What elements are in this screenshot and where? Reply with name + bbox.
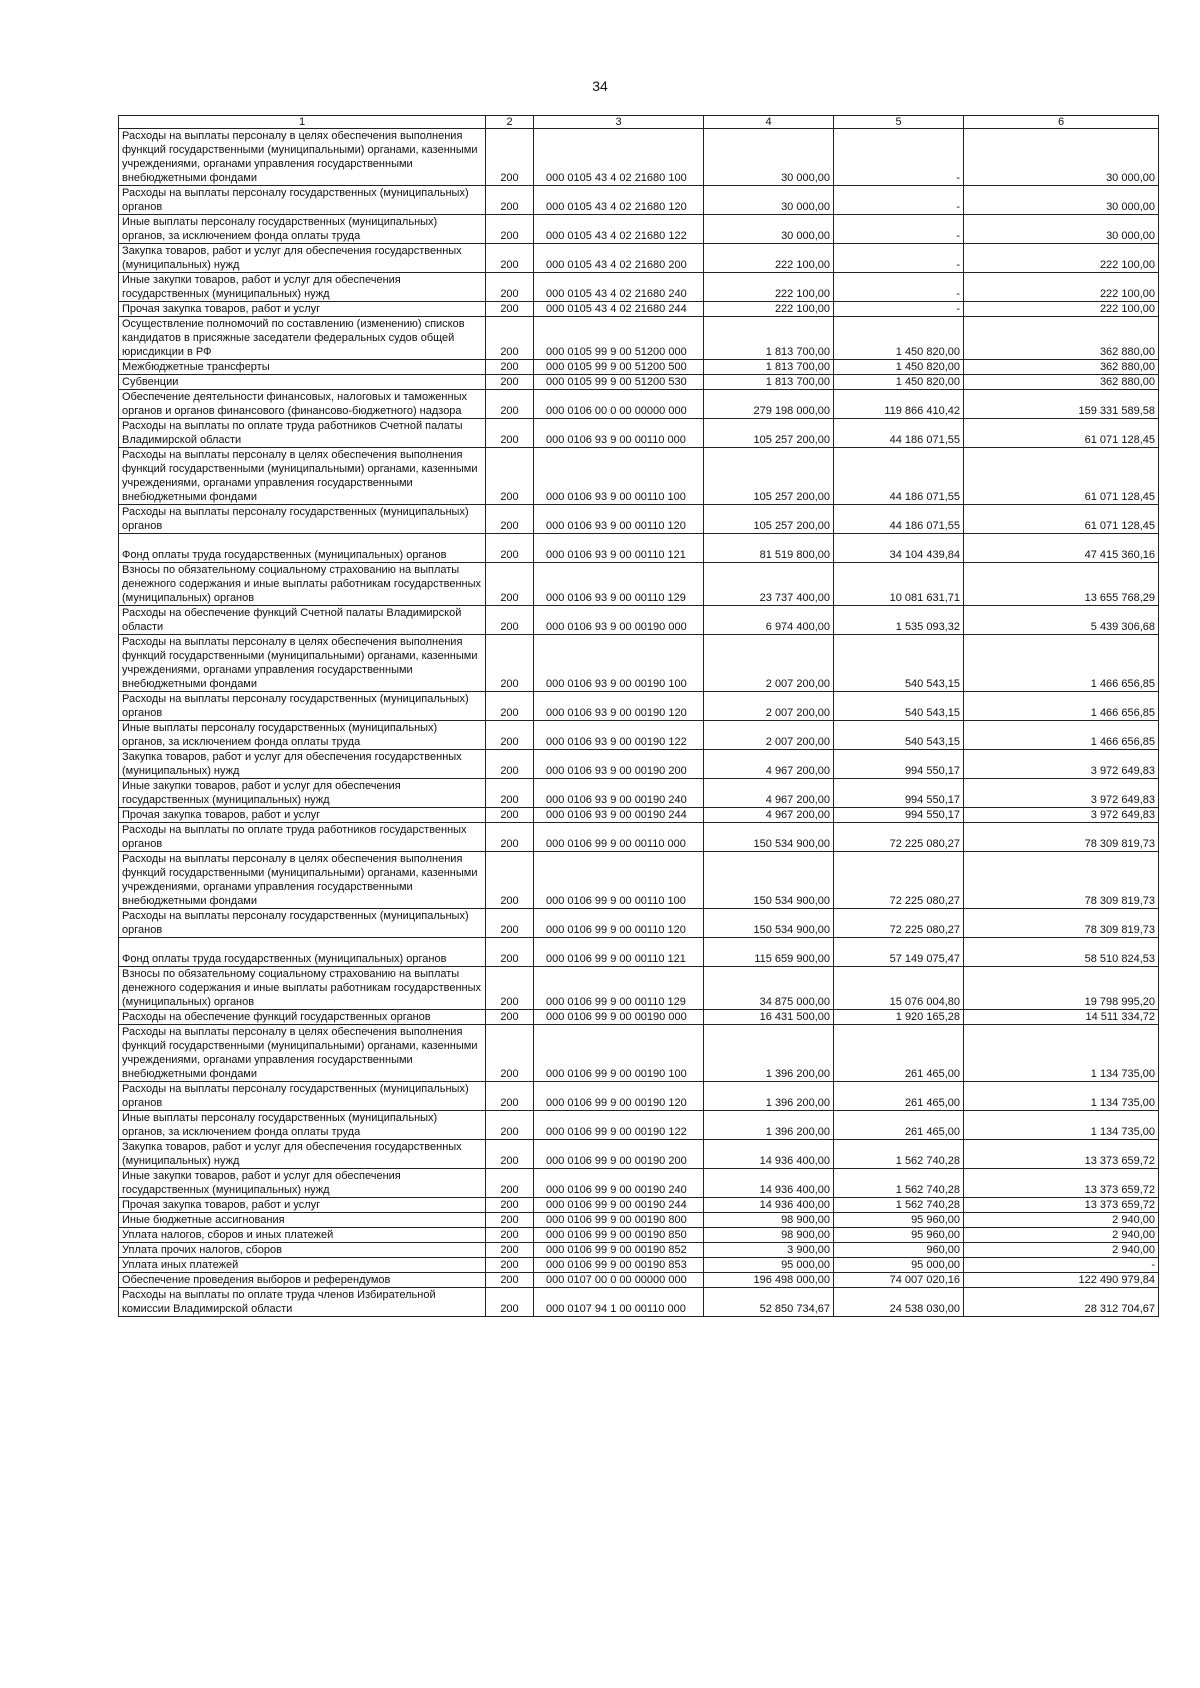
header-col-2: 2 (486, 116, 534, 129)
row-line-code-cell: 200 (486, 750, 534, 779)
row-name-cell: Обеспечение проведения выборов и референдумов (119, 1273, 486, 1288)
row-executed-cell: 1 562 740,28 (834, 1140, 964, 1169)
row-approved-cell: 16 431 500,00 (704, 1010, 834, 1025)
row-line-code-cell: 200 (486, 505, 534, 534)
row-unexecuted-cell: 13 373 659,72 (964, 1169, 1159, 1198)
row-unexecuted-cell: 362 880,00 (964, 360, 1159, 375)
table-row (119, 606, 1159, 635)
row-name-cell: Закупка товаров, работ и услуг для обеспечения государственных (муниципальных) нужд (119, 244, 486, 273)
row-budget-code-cell: 000 0106 99 9 00 00110 000 (534, 823, 704, 852)
row-budget-code-cell: 000 0106 93 9 00 00190 120 (534, 692, 704, 721)
table-row (119, 823, 1159, 852)
row-approved-cell: 98 900,00 (704, 1213, 834, 1228)
row-budget-code-cell: 000 0105 99 9 00 51200 530 (534, 375, 704, 390)
row-name-cell: Уплата иных платежей (119, 1258, 486, 1273)
row-budget-code-cell: 000 0107 94 1 00 00110 000 (534, 1288, 704, 1317)
row-executed-cell: 44 186 071,55 (834, 505, 964, 534)
row-line-code-cell: 200 (486, 938, 534, 967)
table-row (119, 938, 1159, 967)
row-name-cell: Расходы на выплаты персоналу в целях обеспечения выполнения функций государственными (муниципальными) органами, казенными учреждениями, органами управления государственными внебюджетными фондами (119, 635, 486, 692)
table-row (119, 967, 1159, 1010)
row-executed-cell: 1 450 820,00 (834, 375, 964, 390)
page-number: 34 (592, 78, 608, 94)
row-approved-cell: 222 100,00 (704, 302, 834, 317)
row-budget-code-cell: 000 0106 93 9 00 00110 121 (534, 534, 704, 563)
row-budget-code-cell: 000 0106 93 9 00 00190 122 (534, 721, 704, 750)
row-executed-cell: - (834, 215, 964, 244)
row-budget-code-cell: 000 0106 99 9 00 00110 129 (534, 967, 704, 1010)
row-unexecuted-cell: 30 000,00 (964, 186, 1159, 215)
row-name-cell: Расходы на выплаты персоналу в целях обеспечения выполнения функций государственными (муниципальными) органами, казенными учреждениями, органами управления государственными внебюджетными фондами (119, 852, 486, 909)
row-name-cell: Расходы на выплаты персоналу государственных (муниципальных) органов (119, 186, 486, 215)
row-executed-cell: - (834, 186, 964, 215)
table-row (119, 390, 1159, 419)
row-approved-cell: 30 000,00 (704, 129, 834, 186)
row-unexecuted-cell: 1 466 656,85 (964, 635, 1159, 692)
row-budget-code-cell: 000 0106 99 9 00 00190 200 (534, 1140, 704, 1169)
row-budget-code-cell: 000 0106 00 0 00 00000 000 (534, 390, 704, 419)
row-unexecuted-cell: 2 940,00 (964, 1228, 1159, 1243)
table-row (119, 1273, 1159, 1288)
row-line-code-cell: 200 (486, 215, 534, 244)
row-approved-cell: 2 007 200,00 (704, 721, 834, 750)
row-line-code-cell: 200 (486, 1082, 534, 1111)
table-row (119, 1111, 1159, 1140)
row-line-code-cell: 200 (486, 852, 534, 909)
table-row (119, 1169, 1159, 1198)
table-row (119, 419, 1159, 448)
row-unexecuted-cell: 19 798 995,20 (964, 967, 1159, 1010)
row-line-code-cell: 200 (486, 1140, 534, 1169)
row-name-cell: Обеспечение деятельности финансовых, налоговых и таможенных органов и органов финансового (финансово-бюджетного) надзора (119, 390, 486, 419)
row-line-code-cell: 200 (486, 448, 534, 505)
row-line-code-cell: 200 (486, 721, 534, 750)
table-header-row (119, 116, 1159, 129)
row-unexecuted-cell: 222 100,00 (964, 244, 1159, 273)
table-row (119, 779, 1159, 808)
table-row (119, 1198, 1159, 1213)
row-executed-cell: 994 550,17 (834, 779, 964, 808)
row-executed-cell: 95 960,00 (834, 1213, 964, 1228)
row-executed-cell: 34 104 439,84 (834, 534, 964, 563)
row-executed-cell: 261 465,00 (834, 1111, 964, 1140)
row-executed-cell: 72 225 080,27 (834, 909, 964, 938)
row-approved-cell: 95 000,00 (704, 1258, 834, 1273)
row-executed-cell: 1 562 740,28 (834, 1198, 964, 1213)
row-line-code-cell: 200 (486, 534, 534, 563)
row-unexecuted-cell: 1 134 735,00 (964, 1082, 1159, 1111)
row-budget-code-cell: 000 0106 99 9 00 00190 122 (534, 1111, 704, 1140)
row-name-cell: Прочая закупка товаров, работ и услуг (119, 302, 486, 317)
row-budget-code-cell: 000 0106 99 9 00 00190 800 (534, 1213, 704, 1228)
row-line-code-cell: 200 (486, 823, 534, 852)
row-name-cell: Расходы на выплаты персоналу государственных (муниципальных) органов (119, 505, 486, 534)
table-row (119, 721, 1159, 750)
row-approved-cell: 105 257 200,00 (704, 448, 834, 505)
row-executed-cell: 15 076 004,80 (834, 967, 964, 1010)
row-budget-code-cell: 000 0106 93 9 00 00110 100 (534, 448, 704, 505)
row-executed-cell: 540 543,15 (834, 635, 964, 692)
row-budget-code-cell: 000 0106 99 9 00 00190 000 (534, 1010, 704, 1025)
row-name-cell: Уплата налогов, сборов и иных платежей (119, 1228, 486, 1243)
row-unexecuted-cell: 58 510 824,53 (964, 938, 1159, 967)
row-unexecuted-cell: 47 415 360,16 (964, 534, 1159, 563)
table-row (119, 448, 1159, 505)
row-approved-cell: 30 000,00 (704, 186, 834, 215)
row-approved-cell: 3 900,00 (704, 1243, 834, 1258)
row-approved-cell: 2 007 200,00 (704, 692, 834, 721)
row-line-code-cell: 200 (486, 1228, 534, 1243)
row-name-cell: Иные выплаты персоналу государственных (муниципальных) органов, за исключением фонда оплаты труда (119, 721, 486, 750)
row-line-code-cell: 200 (486, 186, 534, 215)
table-row (119, 1140, 1159, 1169)
row-executed-cell: 261 465,00 (834, 1025, 964, 1082)
row-name-cell: Межбюджетные трансферты (119, 360, 486, 375)
table-row (119, 215, 1159, 244)
row-approved-cell: 1 396 200,00 (704, 1025, 834, 1082)
row-unexecuted-cell: 2 940,00 (964, 1243, 1159, 1258)
row-executed-cell: 10 081 631,71 (834, 563, 964, 606)
row-name-cell: Расходы на выплаты по оплате труда работников Счетной палаты Владимирской области (119, 419, 486, 448)
row-unexecuted-cell: 2 940,00 (964, 1213, 1159, 1228)
table-row (119, 273, 1159, 302)
row-executed-cell: - (834, 302, 964, 317)
row-unexecuted-cell: 1 466 656,85 (964, 721, 1159, 750)
row-unexecuted-cell: 222 100,00 (964, 302, 1159, 317)
row-executed-cell: 44 186 071,55 (834, 419, 964, 448)
header-col-3: 3 (534, 116, 704, 129)
table-row (119, 360, 1159, 375)
row-name-cell: Фонд оплаты труда государственных (муниципальных) органов (119, 938, 486, 967)
row-budget-code-cell: 000 0106 99 9 00 00190 100 (534, 1025, 704, 1082)
row-unexecuted-cell: 78 309 819,73 (964, 852, 1159, 909)
row-unexecuted-cell: 122 490 979,84 (964, 1273, 1159, 1288)
row-approved-cell: 1 813 700,00 (704, 375, 834, 390)
row-budget-code-cell: 000 0105 43 4 02 21680 120 (534, 186, 704, 215)
row-executed-cell: 95 960,00 (834, 1228, 964, 1243)
table-row (119, 1010, 1159, 1025)
row-executed-cell: - (834, 273, 964, 302)
row-budget-code-cell: 000 0106 99 9 00 00190 850 (534, 1228, 704, 1243)
row-executed-cell: 24 538 030,00 (834, 1288, 964, 1317)
row-unexecuted-cell: 3 972 649,83 (964, 779, 1159, 808)
row-line-code-cell: 200 (486, 302, 534, 317)
budget-execution-table (118, 115, 1159, 1317)
header-col-1: 1 (119, 116, 486, 129)
row-approved-cell: 115 659 900,00 (704, 938, 834, 967)
table-row (119, 808, 1159, 823)
row-name-cell: Расходы на выплаты по оплате труда членов Избирательной комиссии Владимирской области (119, 1288, 486, 1317)
row-approved-cell: 1 813 700,00 (704, 360, 834, 375)
row-line-code-cell: 200 (486, 1273, 534, 1288)
row-approved-cell: 52 850 734,67 (704, 1288, 834, 1317)
row-budget-code-cell: 000 0105 99 9 00 51200 000 (534, 317, 704, 360)
header-col-4: 4 (704, 116, 834, 129)
table-row (119, 317, 1159, 360)
row-approved-cell: 150 534 900,00 (704, 823, 834, 852)
header-col-6: 6 (964, 116, 1159, 129)
row-approved-cell: 81 519 800,00 (704, 534, 834, 563)
row-line-code-cell: 200 (486, 909, 534, 938)
row-line-code-cell: 200 (486, 1288, 534, 1317)
row-budget-code-cell: 000 0106 99 9 00 00190 244 (534, 1198, 704, 1213)
row-line-code-cell: 200 (486, 1169, 534, 1198)
row-executed-cell: 540 543,15 (834, 721, 964, 750)
row-executed-cell: 1 450 820,00 (834, 360, 964, 375)
row-line-code-cell: 200 (486, 1213, 534, 1228)
row-budget-code-cell: 000 0106 99 9 00 00190 852 (534, 1243, 704, 1258)
row-name-cell: Иные выплаты персоналу государственных (муниципальных) органов, за исключением фонда оплаты труда (119, 1111, 486, 1140)
row-unexecuted-cell: 1 134 735,00 (964, 1025, 1159, 1082)
row-unexecuted-cell: 13 655 768,29 (964, 563, 1159, 606)
row-executed-cell: 1 450 820,00 (834, 317, 964, 360)
row-executed-cell: - (834, 129, 964, 186)
table-row (119, 302, 1159, 317)
row-line-code-cell: 200 (486, 635, 534, 692)
row-unexecuted-cell: 30 000,00 (964, 215, 1159, 244)
row-budget-code-cell: 000 0106 99 9 00 00110 121 (534, 938, 704, 967)
row-name-cell: Иные выплаты персоналу государственных (муниципальных) органов, за исключением фонда оплаты труда (119, 215, 486, 244)
table-row (119, 534, 1159, 563)
table-row (119, 852, 1159, 909)
row-budget-code-cell: 000 0105 43 4 02 21680 200 (534, 244, 704, 273)
row-line-code-cell: 200 (486, 1258, 534, 1273)
row-name-cell: Расходы на обеспечение функций государственных органов (119, 1010, 486, 1025)
row-line-code-cell: 200 (486, 419, 534, 448)
table-row (119, 129, 1159, 186)
row-approved-cell: 34 875 000,00 (704, 967, 834, 1010)
row-unexecuted-cell: 14 511 334,72 (964, 1010, 1159, 1025)
row-executed-cell: 95 000,00 (834, 1258, 964, 1273)
row-unexecuted-cell: 61 071 128,45 (964, 419, 1159, 448)
row-budget-code-cell: 000 0106 99 9 00 00110 120 (534, 909, 704, 938)
row-budget-code-cell: 000 0106 99 9 00 00190 853 (534, 1258, 704, 1273)
row-name-cell: Расходы на выплаты персоналу государственных (муниципальных) органов (119, 909, 486, 938)
row-approved-cell: 279 198 000,00 (704, 390, 834, 419)
row-approved-cell: 14 936 400,00 (704, 1198, 834, 1213)
table-row (119, 1258, 1159, 1273)
row-line-code-cell: 200 (486, 317, 534, 360)
table-row (119, 1288, 1159, 1317)
row-approved-cell: 222 100,00 (704, 244, 834, 273)
row-budget-code-cell: 000 0106 93 9 00 00110 129 (534, 563, 704, 606)
row-approved-cell: 222 100,00 (704, 273, 834, 302)
row-name-cell: Расходы на выплаты персоналу государственных (муниципальных) органов (119, 692, 486, 721)
row-budget-code-cell: 000 0106 93 9 00 00110 000 (534, 419, 704, 448)
row-approved-cell: 105 257 200,00 (704, 505, 834, 534)
row-budget-code-cell: 000 0106 99 9 00 00110 100 (534, 852, 704, 909)
row-budget-code-cell: 000 0106 93 9 00 00190 244 (534, 808, 704, 823)
row-approved-cell: 105 257 200,00 (704, 419, 834, 448)
row-approved-cell: 14 936 400,00 (704, 1140, 834, 1169)
row-name-cell: Расходы на обеспечение функций Счетной палаты Владимирской области (119, 606, 486, 635)
row-unexecuted-cell: 5 439 306,68 (964, 606, 1159, 635)
row-executed-cell: 119 866 410,42 (834, 390, 964, 419)
row-unexecuted-cell: 13 373 659,72 (964, 1198, 1159, 1213)
row-line-code-cell: 200 (486, 1025, 534, 1082)
row-budget-code-cell: 000 0106 93 9 00 00110 120 (534, 505, 704, 534)
row-unexecuted-cell: 28 312 704,67 (964, 1288, 1159, 1317)
table-row (119, 1213, 1159, 1228)
row-name-cell: Фонд оплаты труда государственных (муниципальных) органов (119, 534, 486, 563)
row-name-cell: Расходы на выплаты по оплате труда работников государственных органов (119, 823, 486, 852)
row-unexecuted-cell: 1 466 656,85 (964, 692, 1159, 721)
table-row (119, 750, 1159, 779)
row-executed-cell: 540 543,15 (834, 692, 964, 721)
header-col-5: 5 (834, 116, 964, 129)
row-budget-code-cell: 000 0105 99 9 00 51200 500 (534, 360, 704, 375)
row-executed-cell: 1 920 165,28 (834, 1010, 964, 1025)
table-row (119, 909, 1159, 938)
row-line-code-cell: 200 (486, 808, 534, 823)
row-line-code-cell: 200 (486, 563, 534, 606)
row-unexecuted-cell: 3 972 649,83 (964, 750, 1159, 779)
row-budget-code-cell: 000 0106 93 9 00 00190 000 (534, 606, 704, 635)
row-approved-cell: 150 534 900,00 (704, 852, 834, 909)
row-budget-code-cell: 000 0105 43 4 02 21680 122 (534, 215, 704, 244)
row-name-cell: Закупка товаров, работ и услуг для обеспечения государственных (муниципальных) нужд (119, 750, 486, 779)
row-budget-code-cell: 000 0106 99 9 00 00190 120 (534, 1082, 704, 1111)
row-approved-cell: 1 396 200,00 (704, 1082, 834, 1111)
row-name-cell: Иные закупки товаров, работ и услуг для обеспечения государственных (муниципальных) нужд (119, 1169, 486, 1198)
table-row (119, 692, 1159, 721)
row-line-code-cell: 200 (486, 1111, 534, 1140)
row-unexecuted-cell: 61 071 128,45 (964, 448, 1159, 505)
row-approved-cell: 4 967 200,00 (704, 808, 834, 823)
table-row (119, 1082, 1159, 1111)
row-line-code-cell: 200 (486, 692, 534, 721)
row-line-code-cell: 200 (486, 1198, 534, 1213)
row-unexecuted-cell: 13 373 659,72 (964, 1140, 1159, 1169)
row-line-code-cell: 200 (486, 273, 534, 302)
row-unexecuted-cell: 159 331 589,58 (964, 390, 1159, 419)
row-approved-cell: 4 967 200,00 (704, 750, 834, 779)
row-line-code-cell: 200 (486, 967, 534, 1010)
row-approved-cell: 6 974 400,00 (704, 606, 834, 635)
row-executed-cell: 72 225 080,27 (834, 852, 964, 909)
row-line-code-cell: 200 (486, 244, 534, 273)
row-unexecuted-cell: 1 134 735,00 (964, 1111, 1159, 1140)
row-approved-cell: 98 900,00 (704, 1228, 834, 1243)
row-line-code-cell: 200 (486, 606, 534, 635)
row-approved-cell: 1 813 700,00 (704, 317, 834, 360)
table-body (119, 129, 1159, 1317)
row-name-cell: Иные закупки товаров, работ и услуг для обеспечения государственных (муниципальных) нужд (119, 273, 486, 302)
row-unexecuted-cell: 78 309 819,73 (964, 823, 1159, 852)
row-unexecuted-cell: 3 972 649,83 (964, 808, 1159, 823)
row-name-cell: Расходы на выплаты персоналу в целях обеспечения выполнения функций государственными (муниципальными) органами, казенными учреждениями, органами управления государственными внебюджетными фондами (119, 1025, 486, 1082)
row-unexecuted-cell: 30 000,00 (964, 129, 1159, 186)
row-name-cell: Расходы на выплаты персоналу в целях обеспечения выполнения функций государственными (муниципальными) органами, казенными учреждениями, органами управления государственными внебюджетными фондами (119, 448, 486, 505)
table-row (119, 244, 1159, 273)
table-row (119, 635, 1159, 692)
row-executed-cell: 261 465,00 (834, 1082, 964, 1111)
row-name-cell: Субвенции (119, 375, 486, 390)
table-row (119, 1243, 1159, 1258)
row-name-cell: Иные бюджетные ассигнования (119, 1213, 486, 1228)
row-line-code-cell: 200 (486, 390, 534, 419)
row-executed-cell: 994 550,17 (834, 750, 964, 779)
row-name-cell: Прочая закупка товаров, работ и услуг (119, 808, 486, 823)
row-name-cell: Закупка товаров, работ и услуг для обеспечения государственных (муниципальных) нужд (119, 1140, 486, 1169)
row-approved-cell: 30 000,00 (704, 215, 834, 244)
row-line-code-cell: 200 (486, 1243, 534, 1258)
row-approved-cell: 23 737 400,00 (704, 563, 834, 606)
row-unexecuted-cell: 78 309 819,73 (964, 909, 1159, 938)
table-row (119, 563, 1159, 606)
row-name-cell: Прочая закупка товаров, работ и услуг (119, 1198, 486, 1213)
row-name-cell: Расходы на выплаты персоналу в целях обеспечения выполнения функций государственными (муниципальными) органами, казенными учреждениями, органами управления государственными внебюджетными фондами (119, 129, 486, 186)
table-row (119, 186, 1159, 215)
row-executed-cell: 44 186 071,55 (834, 448, 964, 505)
row-unexecuted-cell: 61 071 128,45 (964, 505, 1159, 534)
row-unexecuted-cell: 222 100,00 (964, 273, 1159, 302)
row-budget-code-cell: 000 0106 93 9 00 00190 200 (534, 750, 704, 779)
row-executed-cell: 1 535 093,32 (834, 606, 964, 635)
row-budget-code-cell: 000 0105 43 4 02 21680 240 (534, 273, 704, 302)
row-name-cell: Взносы по обязательному социальному страхованию на выплаты денежного содержания и иные выплаты работникам государственных (муниципальных) органов (119, 563, 486, 606)
row-name-cell: Иные закупки товаров, работ и услуг для обеспечения государственных (муниципальных) нужд (119, 779, 486, 808)
row-unexecuted-cell: 362 880,00 (964, 375, 1159, 390)
row-approved-cell: 2 007 200,00 (704, 635, 834, 692)
row-line-code-cell: 200 (486, 375, 534, 390)
row-executed-cell: - (834, 244, 964, 273)
row-budget-code-cell: 000 0106 93 9 00 00190 100 (534, 635, 704, 692)
row-budget-code-cell: 000 0107 00 0 00 00000 000 (534, 1273, 704, 1288)
row-executed-cell: 74 007 020,16 (834, 1273, 964, 1288)
table-row (119, 505, 1159, 534)
row-approved-cell: 196 498 000,00 (704, 1273, 834, 1288)
row-executed-cell: 57 149 075,47 (834, 938, 964, 967)
row-budget-code-cell: 000 0105 43 4 02 21680 244 (534, 302, 704, 317)
table-row (119, 375, 1159, 390)
row-executed-cell: 72 225 080,27 (834, 823, 964, 852)
row-executed-cell: 1 562 740,28 (834, 1169, 964, 1198)
row-name-cell: Осуществление полномочий по составлению (изменению) списков кандидатов в присяжные заседатели федеральных судов общей юрисдикции в РФ (119, 317, 486, 360)
row-line-code-cell: 200 (486, 360, 534, 375)
row-executed-cell: 960,00 (834, 1243, 964, 1258)
row-unexecuted-cell: 362 880,00 (964, 317, 1159, 360)
row-name-cell: Расходы на выплаты персоналу государственных (муниципальных) органов (119, 1082, 486, 1111)
row-executed-cell: 994 550,17 (834, 808, 964, 823)
row-approved-cell: 4 967 200,00 (704, 779, 834, 808)
row-line-code-cell: 200 (486, 779, 534, 808)
row-approved-cell: 150 534 900,00 (704, 909, 834, 938)
row-approved-cell: 14 936 400,00 (704, 1169, 834, 1198)
row-name-cell: Уплата прочих налогов, сборов (119, 1243, 486, 1258)
table-row (119, 1025, 1159, 1082)
row-unexecuted-cell: - (964, 1258, 1159, 1273)
row-line-code-cell: 200 (486, 1010, 534, 1025)
row-approved-cell: 1 396 200,00 (704, 1111, 834, 1140)
row-name-cell: Взносы по обязательному социальному страхованию на выплаты денежного содержания и иные выплаты работникам государственных (муниципальных) органов (119, 967, 486, 1010)
row-budget-code-cell: 000 0105 43 4 02 21680 100 (534, 129, 704, 186)
table-row (119, 1228, 1159, 1243)
row-line-code-cell: 200 (486, 129, 534, 186)
row-budget-code-cell: 000 0106 93 9 00 00190 240 (534, 779, 704, 808)
row-budget-code-cell: 000 0106 99 9 00 00190 240 (534, 1169, 704, 1198)
